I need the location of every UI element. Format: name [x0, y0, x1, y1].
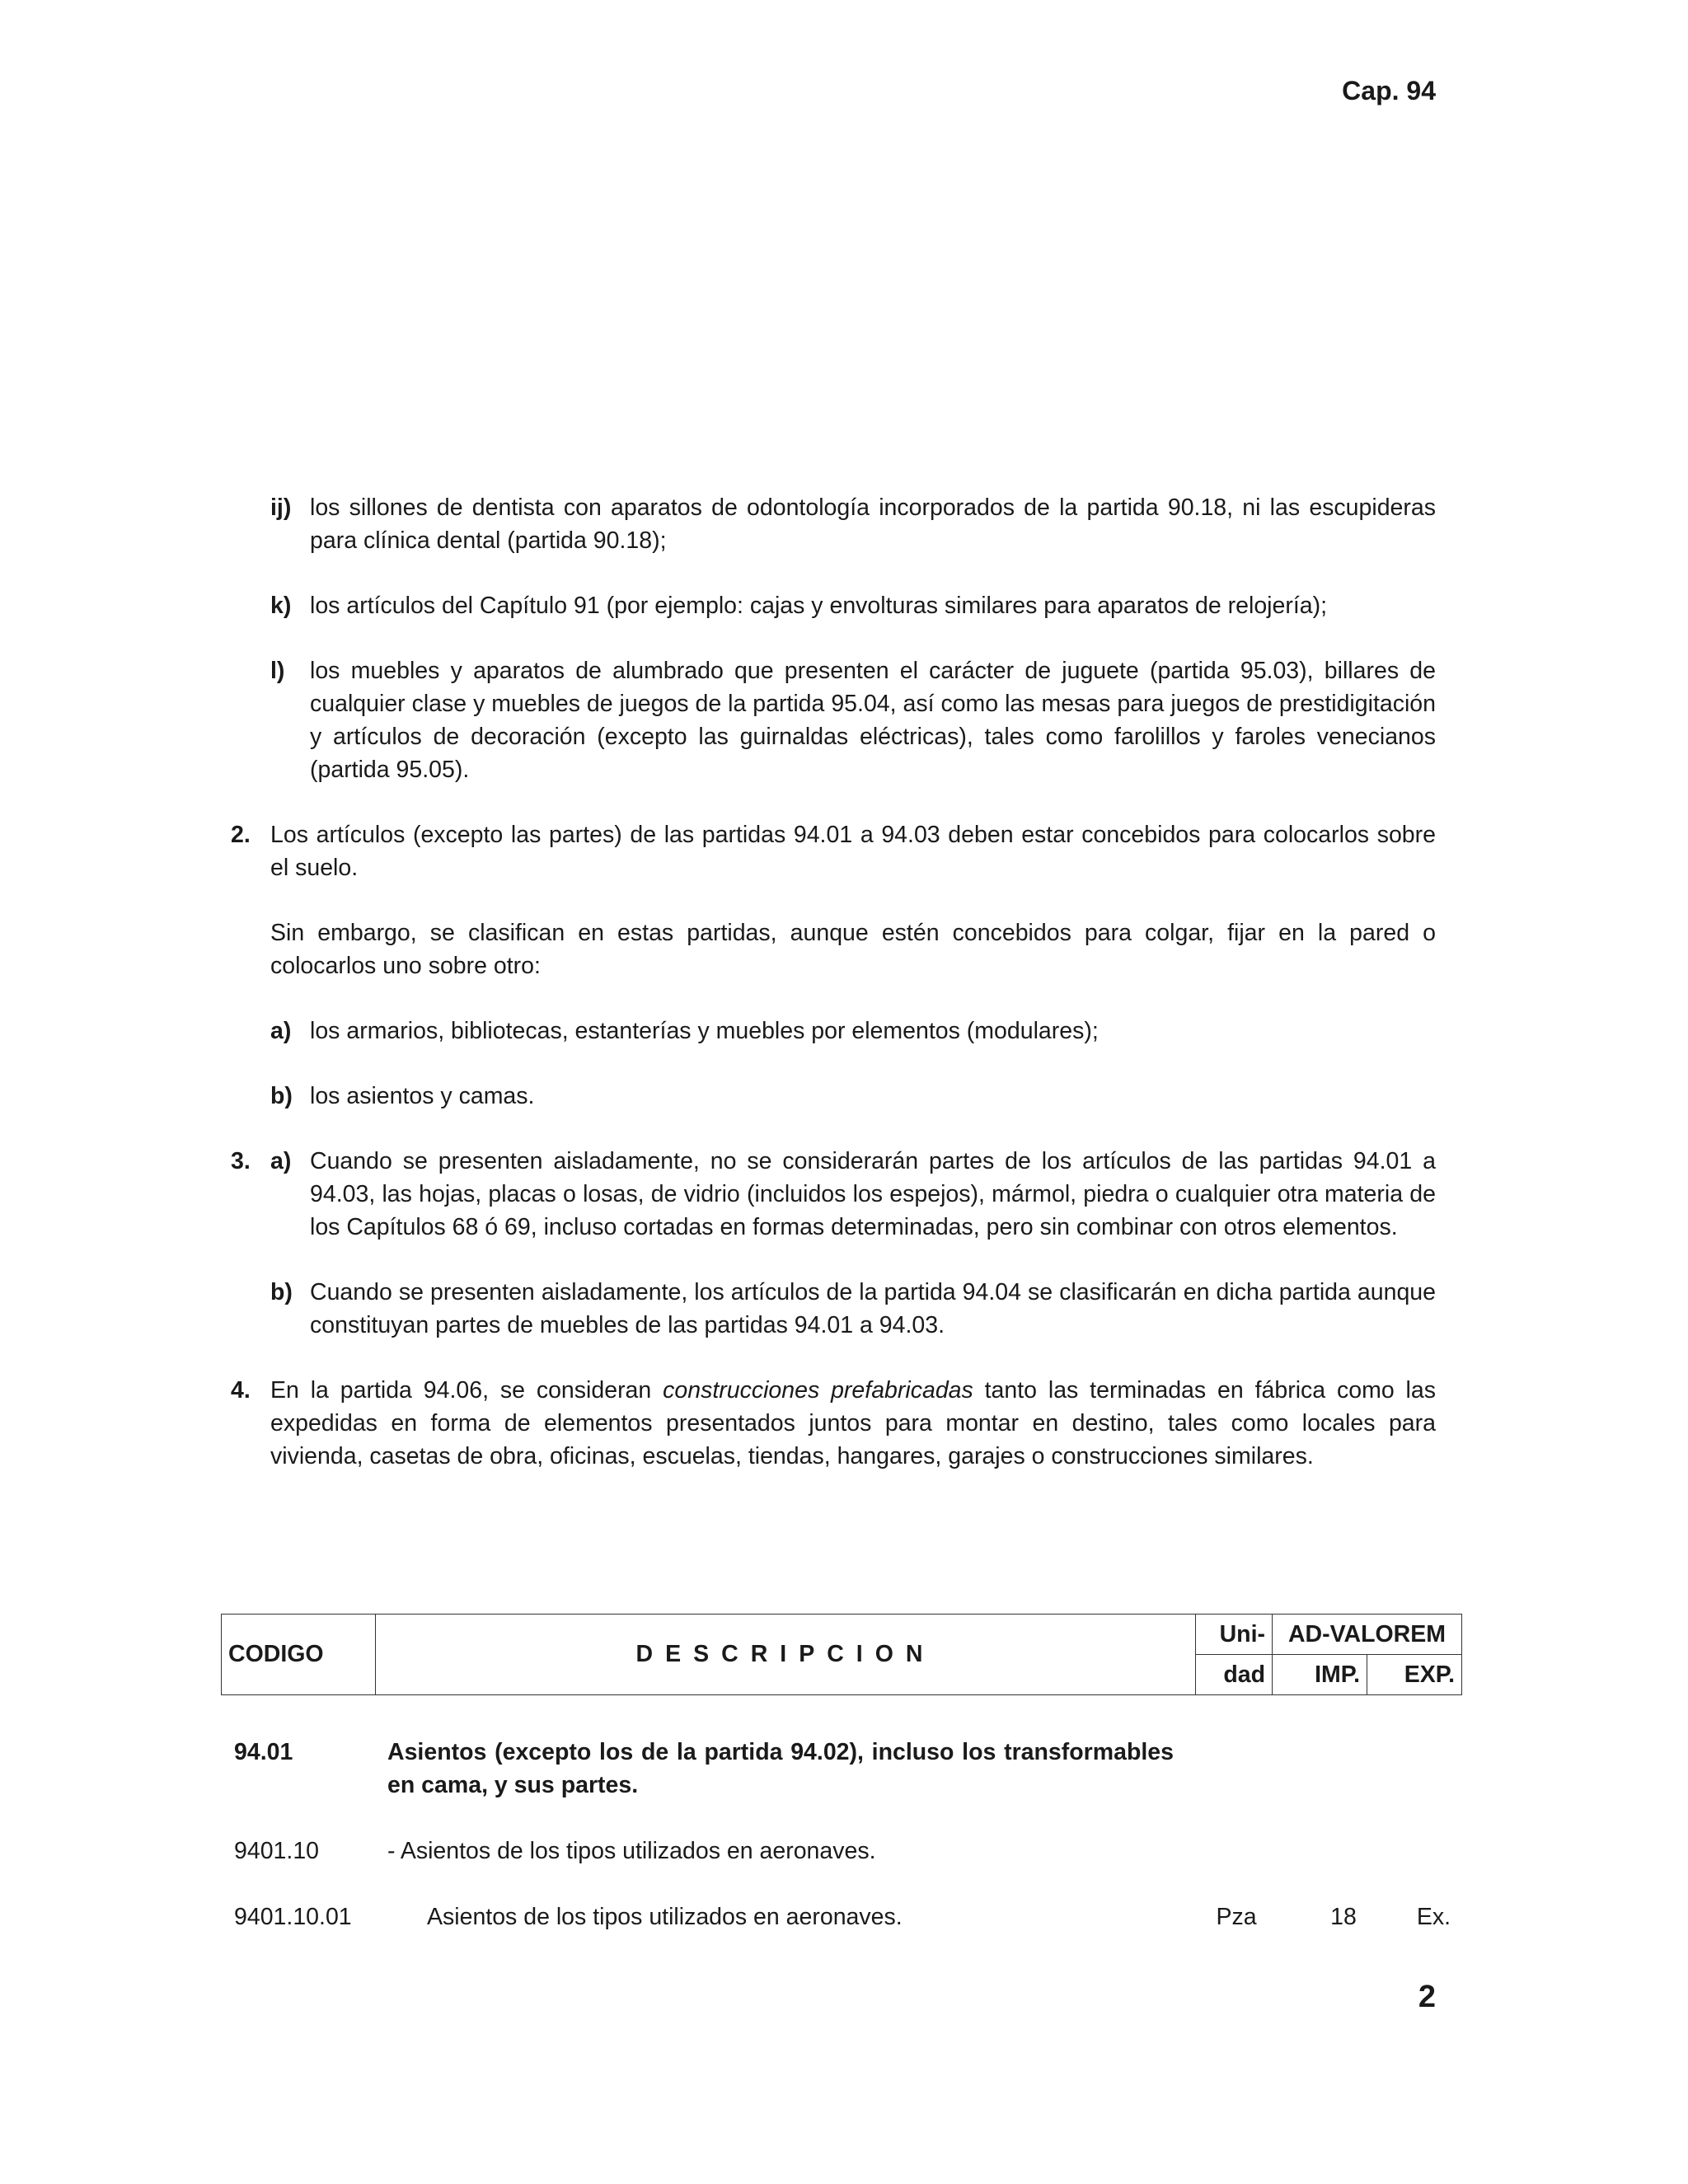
note-text: los muebles y aparatos de alumbrado que presenten el carácter de juguete (partida 95.03), billares de cualquier clase y muebles de juegos de la partida 95.04, así como las mesas para juegos de prestidigitación y artículos de decoración (excepto las guirnaldas eléctricas), tales como farolillos y faroles venecianos (partida 95.05). [310, 658, 1436, 783]
row-code: 94.01 [234, 1739, 293, 1765]
note-label: a) [270, 1148, 292, 1174]
header-descripcion: DESCRIPCION [376, 1615, 1196, 1695]
note-2-paragraph: Sin embargo, se clasifican en estas partidas, aunque estén concebidos para colgar, fijar en la pared o colocarlos uno sobre otro: [270, 920, 1436, 979]
chapter-header: Cap. 94 [1342, 76, 1436, 105]
note-number: 3. [231, 1148, 251, 1174]
note-term-italic: construcciones prefabricadas [663, 1377, 973, 1404]
header-codigo: CODIGO [222, 1615, 376, 1695]
note-text: los sillones de dentista con aparatos de odontología incorporados de la partida 90.18, ni las escupideras para clínica dental (partida 90.18); [310, 494, 1436, 554]
note-item-l [270, 654, 1436, 786]
header-unidad-top: Uni- [1196, 1615, 1273, 1655]
note-number: 4. [231, 1377, 251, 1404]
header-unidad-bottom: dad [1196, 1655, 1273, 1695]
note-3-item-a [231, 1145, 1436, 1244]
header-imp: IMP. [1273, 1655, 1367, 1695]
row-unidad: Pza [1216, 1904, 1257, 1930]
note-4 [231, 1374, 1436, 1473]
header-advalorem: AD-VALOREM [1273, 1615, 1462, 1655]
header-exp: EXP. [1367, 1655, 1462, 1695]
note-text: Los artículos (excepto las partes) de las partidas 94.01 a 94.03 deben estar concebidos para colocarlos sobre el suelo. [270, 822, 1436, 881]
note-2 [231, 818, 1436, 884]
row-exp: Ex. [1416, 1904, 1451, 1930]
row-description: - Asientos de los tipos utilizados en aeronaves. [387, 1838, 876, 1864]
row-description: Asientos (excepto los de la partida 94.02), incluso los transformables en cama, y sus partes. [387, 1739, 1174, 1798]
note-item-ij [270, 491, 1436, 557]
note-text: los artículos del Capítulo 91 (por ejemplo: cajas y envolturas similares para aparatos de relojería); [310, 593, 1328, 619]
row-description: Asientos de los tipos utilizados en aeronaves. [427, 1904, 903, 1930]
note-3-item-b [270, 1276, 1436, 1342]
note-label: a) [270, 1018, 292, 1044]
note-label: k) [270, 593, 292, 619]
note-text: los asientos y camas. [310, 1083, 535, 1109]
note-label: b) [270, 1083, 293, 1109]
note-label: b) [270, 1279, 293, 1305]
note-2-item-b [270, 1080, 1436, 1113]
row-code: 9401.10.01 [234, 1904, 352, 1930]
row-code: 9401.10 [234, 1838, 320, 1864]
page-number: 2 [1418, 1980, 1436, 2014]
note-label: l) [270, 658, 285, 684]
note-text: Cuando se presenten aisladamente, no se considerarán partes de los artículos de las partidas 94.01 a 94.03, las hojas, placas o losas, de vidrio (incluidos los espejos), mármol, piedra o cualquier otra materia de los Capítulos 68 ó 69, incluso cortadas en formas determinadas, pero sin combinar con otros elementos. [310, 1148, 1436, 1240]
note-text: Cuando se presenten aisladamente, los artículos de la partida 94.04 se clasificarán en dicha partida aunque constituyan partes de muebles de las partidas 94.01 a 94.03. [310, 1279, 1436, 1338]
note-item-k [270, 589, 1436, 622]
note-number: 2. [231, 822, 251, 848]
tariff-table-header [221, 1614, 1462, 1695]
note-2-item-a [270, 1015, 1436, 1047]
note-text-start: En la partida 94.06, se consideran [270, 1377, 663, 1404]
note-text: los armarios, bibliotecas, estanterías y muebles por elementos (modulares); [310, 1018, 1099, 1044]
row-imp: 18 [1330, 1904, 1357, 1930]
chapter-notes [231, 491, 1436, 1505]
note-text [270, 1374, 1436, 1473]
note-label: ij) [270, 494, 292, 521]
note-text-end: tanto las terminadas en fábrica como las expedidas en forma de elementos presentados juntos para montar en destino, tales como locales para vivienda, casetas de obra, oficinas, escuelas, tiendas, hangares, garajes o construcciones similares. [270, 1377, 1436, 1469]
